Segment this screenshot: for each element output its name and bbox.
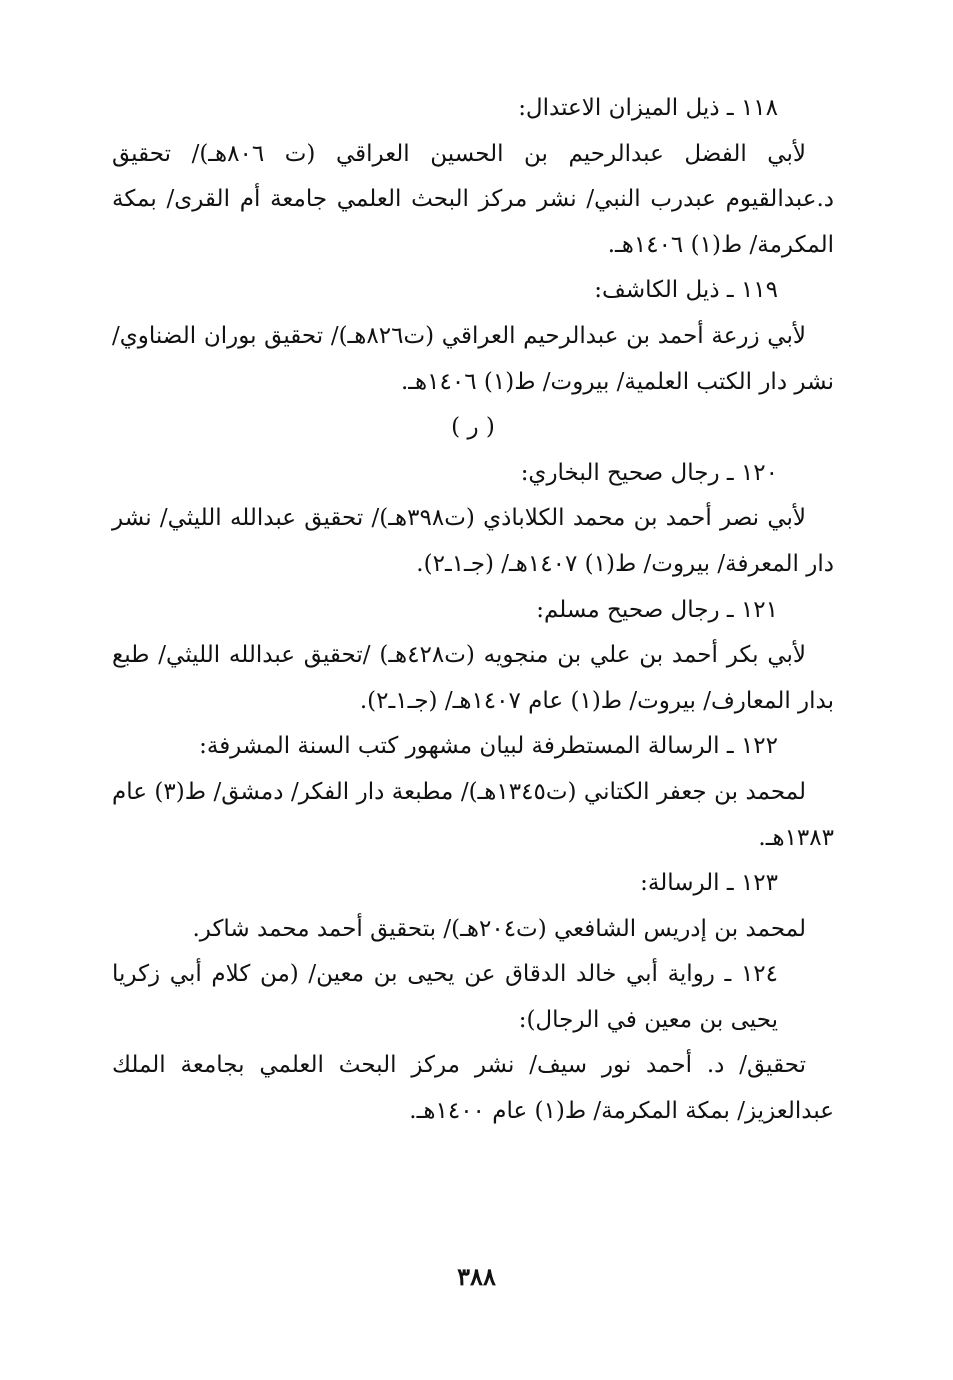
entry-120-title: ١٢٠ ـ رجال صحيح البخاري: — [520, 459, 778, 486]
entry-119-title: ١١٩ ـ ذيل الكاشف: — [594, 277, 778, 304]
entry-124-body: تحقيق/ د. أحمد نور سيف/ نشر مركز البحث العلمي بجامعة الملك عبدالعزيز/ بمكة المكرمة/ ط(١) عام ١٤٠٠هـ. — [112, 1052, 834, 1125]
section-letter-heading: ( ر ) — [451, 414, 495, 441]
entry-121-body: لأبي بكر أحمد بن علي بن منجويه (ت٤٢٨هـ) /تحقيق عبدالله الليثي/ طبع بدار المعارف/ بيروت/ ط(١) عام ١٤٠٧هـ/ (جـ١ـ٢). — [112, 642, 834, 714]
entry-121-title: ١٢١ ـ رجال صحيح مسلم: — [536, 596, 778, 623]
entry-124-title: ١٢٤ ـ رواية أبي خالد الدقاق عن يحيى بن معين/ (من كلام أبي زكريا يحيى بن معين في الرجال): — [112, 961, 778, 1033]
entry-119-body: لأبي زرعة أحمد بن عبدالرحيم العراقي (ت٨٢٦هـ)/ تحقيق بوران الضناوي/ نشر دار الكتب العلمية/ بيروت/ ط(١) ١٤٠٦هـ. — [112, 322, 834, 395]
entry-123-title: ١٢٣ ـ الرسالة: — [640, 870, 778, 897]
entry-122-body: لمحمد بن جعفر الكتاني (ت١٣٤٥هـ)/ مطبعة دار الفكر/ دمشق/ ط(٣) عام ١٣٨٣هـ. — [112, 778, 834, 851]
page-number: ٣٨٨ — [457, 1262, 496, 1291]
entry-122-title: ١٢٢ ـ الرسالة المستطرفة لبيان مشهور كتب السنة المشرفة: — [199, 733, 778, 760]
entry-120-body: لأبي نصر أحمد بن محمد الكلاباذي (ت٣٩٨هـ)/ تحقيق عبدالله الليثي/ نشر دار المعرفة/ بيروت/ ط(١) ١٤٠٧هـ/ (جـ١ـ٢). — [112, 505, 834, 577]
bibliography-content — [112, 86, 834, 1135]
entry-118-title: ١١٨ ـ ذيل الميزان الاعتدال: — [518, 95, 778, 121]
entry-123-body: لمحمد بن إدريس الشافعي (ت٢٠٤هـ)/ بتحقيق أحمد محمد شاكر. — [192, 915, 806, 942]
entry-118-body: لأبي الفضل عبدالرحيم بن الحسين العراقي (ت ٨٠٦هـ)/ تحقيق د.عبدالقيوم عبدرب النبي/ نشر مركز البحث العلمي جامعة أم القرى/ بمكة المكرمة/ ط(١) ١٤٠٦هـ. — [112, 140, 834, 258]
